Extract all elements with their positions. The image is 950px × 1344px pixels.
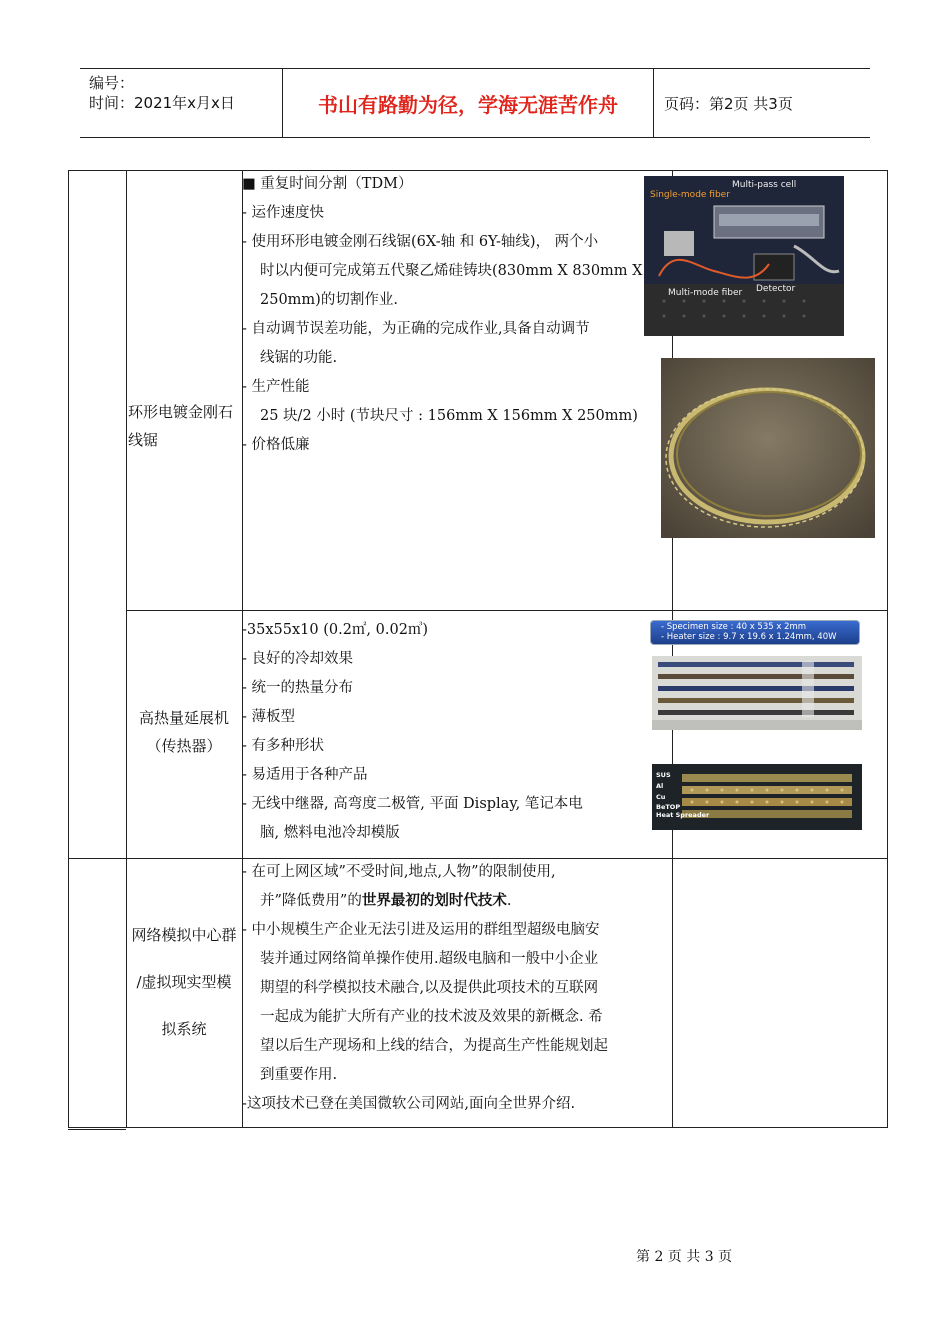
number-label: 编号： <box>89 74 135 92</box>
specimen-size-label: - Specimen size : 40 x 535 x 2mm <box>661 622 807 632</box>
row2-description: -35x55x10 (0.2㎡, 0.02㎥) - 良好的冷却效果 - 统一的热量分布 - 薄板型 - 有多种形状 - 易适用于各种产品 - 无线中继器, 高弯度二极管, 平面 Display, 笔记本电 脑, 燃料电池冷却模版 <box>242 622 583 841</box>
page-info: 页码：第2页 共3页 <box>664 95 793 113</box>
motto: 书山有路勤为径，学海无涯苦作舟 <box>283 69 654 137</box>
row2-label: 高热量延展机 （传热器） <box>138 709 229 755</box>
heat-spreader-image <box>652 764 862 830</box>
layer-cu: Cu <box>656 793 666 801</box>
image-label-single-mode: Single-mode fiber <box>650 190 730 200</box>
heater-spec-banner <box>650 620 860 645</box>
layer-heat-spreader: Heat Spreader <box>656 811 710 819</box>
layer-sus: SUS <box>656 771 671 779</box>
row1-description: ■ 重复时间分割（TDM） - 运作速度快 - 使用环形电镀金刚石线锯(6X-轴 和 6Y-轴线)， 两个小 时以内便可完成第五代聚乙烯硅铸块(830mm X 830mm X 250mm)的切割作业. - 自动调节误差功能，为正确的完成作业,具备自动调节 线锯的功能. - 生产性能 25 块/2 小时 (节块尺寸 : 156mm X 156mm X 250mm) - 价格低廉 <box>242 176 643 453</box>
product-table <box>68 170 888 1128</box>
page-header <box>80 68 870 138</box>
lab-setup-image <box>644 176 844 336</box>
row3-description: - 在可上网区域”不受时间,地点,人物”的限制使用, 并”降低费用”的世界最初的划时代技术. - 中小规模生产企业无法引进及运用的群组型超级电脑安 装并通过网络简单操作使用.超级电脑和一般中小企业 期望的科学模拟技术融合,以及提供此项技术的互联网 一起成为能扩大所有产业的技术波及效果的新概念. 希 望以后生产现场和上线的结合，为提高生产性能规划起 到重要作用. -这项技术已登在美国微软公司网站,面向全世界介绍. <box>242 864 608 1112</box>
heater-strips-image <box>652 656 862 730</box>
image-label-multi-pass: Multi-pass cell <box>732 180 797 190</box>
layer-betop: BeTOP <box>656 803 681 811</box>
layer-al: Al <box>656 782 664 790</box>
heater-size-label: - Heater size : 9.7 x 19.6 x 1.24mm, 40W <box>661 632 837 642</box>
diamond-wire-ring-image <box>661 358 875 538</box>
row1-label: 环形电镀金刚石线锯 <box>128 403 234 449</box>
image-label-detector: Detector <box>756 284 796 294</box>
header-meta <box>80 69 283 137</box>
highlight-text: 世界最初的划时代技术 <box>361 893 507 909</box>
row3-label: 网络模拟中心群 /虚拟现实型模 拟系统 <box>131 926 237 1038</box>
time-label: 时间：2021年x月x日 <box>89 94 235 112</box>
image-label-multi-mode: Multi-mode fiber <box>668 288 743 298</box>
page-footer: 第 2 页 共 3 页 <box>636 1249 733 1265</box>
